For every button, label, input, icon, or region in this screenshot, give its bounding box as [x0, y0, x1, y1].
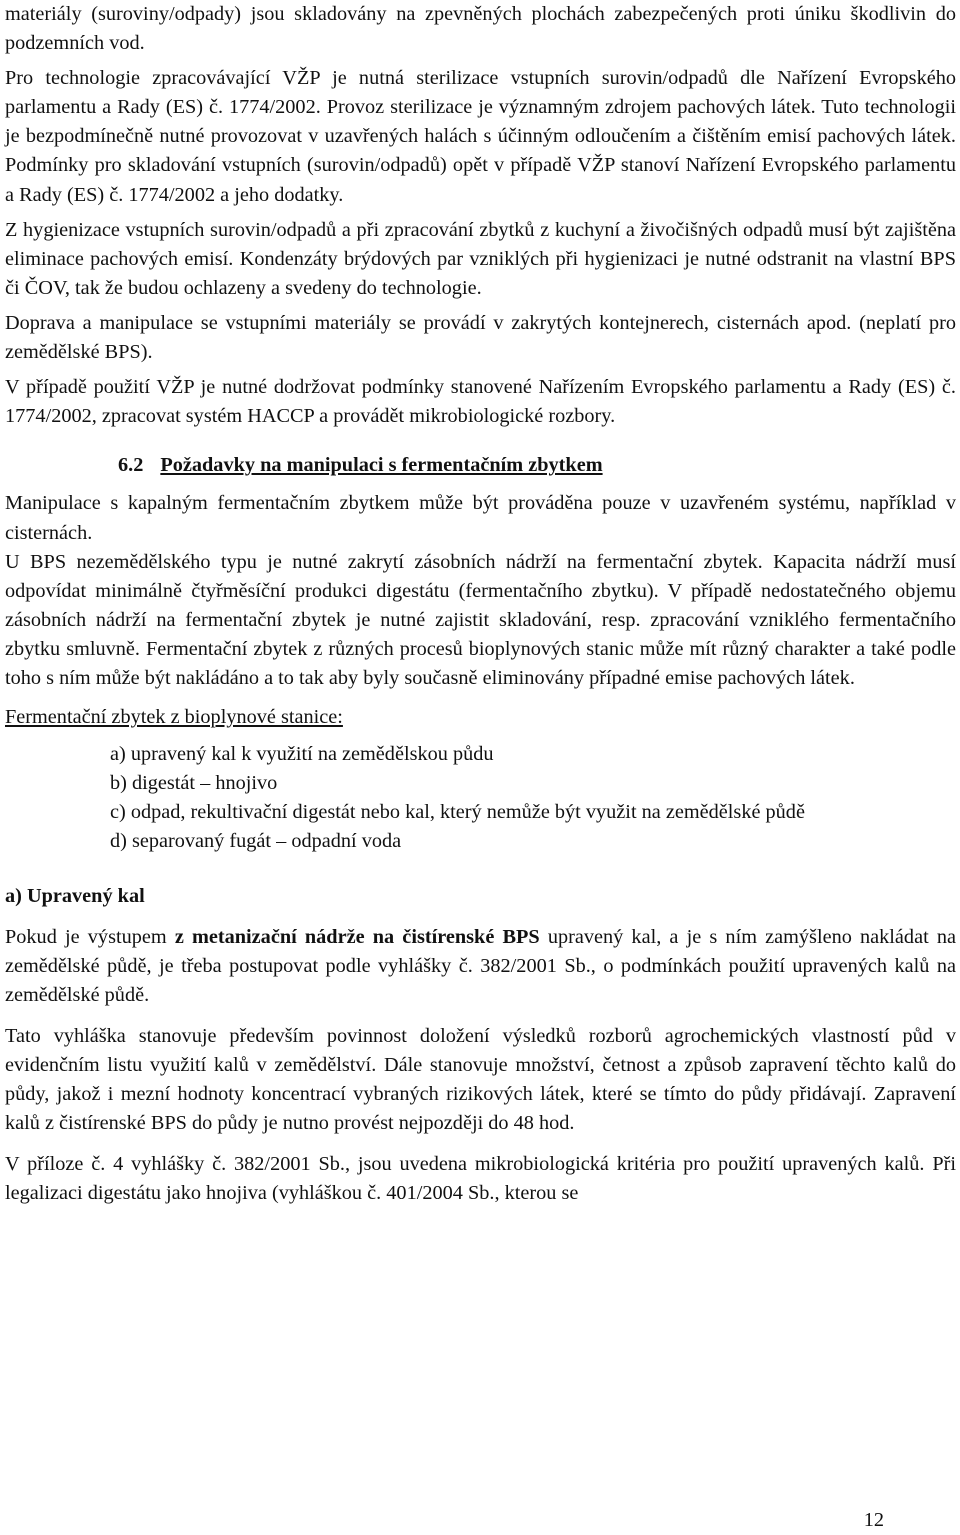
paragraph-sterilization: Pro technologie zpracovávající VŽP je nutná sterilizace vstupních surovin/odpadů dle Nařízení Evropského parlamentu a Rady (ES) č. 1774/2002. Provoz sterilizace je významným zdrojem pachových látek. Tuto technologii je bezpodmínečně nutné provozovat v uzavřených halách s účinným odloučením a čištěním emisí pachových látek. Podmínky pro skladování vstupních (surovin/odpadů) opět v případě VŽP stanoví Nařízení Evropského parlamentu a Rady (ES) č. 1774/2002 a jeho dodatky.	[5, 67, 956, 206]
paragraph-storage: materiály (suroviny/odpady) jsou skladovány na zpevněných plochách zabezpečených proti úniku škodlivin do podzemních vod.	[5, 3, 956, 55]
document-page	[5, 0, 956, 1208]
paragraph-treated-sludge-start: Pokud je výstupem	[5, 925, 175, 948]
page-number: 12	[863, 1509, 884, 1531]
section-title: Požadavky na manipulaci s fermentačním zbytkem	[160, 454, 603, 477]
list-item: b) digestát – hnojivo	[110, 772, 278, 795]
list-item: d) separovaný fugát – odpadní voda	[110, 830, 402, 853]
fermentation-residue-list	[110, 740, 956, 856]
paragraph-haccp: V případě použití VŽP je nutné dodržovat podmínky stanovené Nařízením Evropského parlamentu a Rady (ES) č. 1774/2002, zpracovat systém HACCP a provádět mikrobiologické rozbory.	[5, 376, 956, 428]
paragraph-annex: V příloze č. 4 vyhlášky č. 382/2001 Sb., jsou uvedena mikrobiologická kritéria pro použití upravených kalů. Při legalizaci digestátu jako hnojiva (vyhláškou č. 401/2004 Sb., kterou se	[5, 1153, 956, 1205]
paragraph-treated-sludge-bold: z metanizační nádrže na čistírenské BPS	[174, 925, 540, 948]
list-heading: Fermentační zbytek z bioplynové stanice:	[5, 706, 343, 729]
paragraph-treated-sludge-end: upravený kal, a je s ním zamýšleno nakládat na zemědělské půdě, je třeba postupovat podle vyhlášky č. 382/2001 Sb., o podmínkách použití upravených kalů na zemědělské půdě.	[5, 925, 957, 1006]
paragraph-treated-sludge	[5, 923, 956, 1010]
paragraph-decree: Tato vyhláška stanovuje především povinnost doložení výsledků rozborů agrochemických vlastností půd v evidenčním listu využití kalů v zemědělství. Dále stanovuje množství, četnost a způsob zapravení těchto kalů do půdy, jakož i mezní hodnoty koncentrací vybraných rizikových látek, které se tímto do půdy přidávají. Zapravení kalů z čistírenské BPS do půdy je nutno provést nejpozději do 48 hod.	[5, 1024, 956, 1135]
subsection-title: a) Upravený kal	[5, 884, 145, 907]
list-item: a) upravený kal k využití na zemědělskou půdu	[110, 743, 494, 766]
paragraph-tanks: U BPS nezemědělského typu je nutné zakrytí zásobních nádrží na fermentační zbytek. Kapacita nádrží musí odpovídat minimálně čtyřměsíční produkci digestátu (fermentačního zbytku). V případě nedostatečného objemu zásobních nádrží na fermentační zbytek je nutné zajistit skladování, resp. zpracování vzniklého fermentačního zbytku smluvně. Fermentační zbytek z různých procesů bioplynových stanic může mít různý charakter a také podle toho s ním může být nakládáno a to tak aby byly současně eliminovány případné emise pachových látek.	[5, 550, 956, 689]
section-number: 6.2	[118, 454, 144, 477]
section-heading	[118, 451, 956, 489]
paragraph-transport: Doprava a manipulace se vstupními materiály se provádí v zakrytých kontejnerech, cisternách apod. (neplatí pro zemědělské BPS).	[5, 311, 956, 364]
paragraph-manipulation: Manipulace s kapalným fermentačním zbytkem může být prováděna pouze v uzavřeném systému, například v cisternách.	[5, 492, 956, 544]
list-item: c) odpad, rekultivační digestát nebo kal, který nemůže být využit na zemědělské půdě	[110, 801, 805, 824]
paragraph-hygienization: Z hygienizace vstupních surovin/odpadů a při zpracování zbytků z kuchyní a živočišných odpadů musí být zajištěna eliminace pachových emisí. Kondenzáty brýdových par vzniklých při hygienizaci je nutné odstranit na vlastní BPS či ČOV, tak že budou ochlazeny a svedeny do technologie.	[5, 218, 956, 299]
